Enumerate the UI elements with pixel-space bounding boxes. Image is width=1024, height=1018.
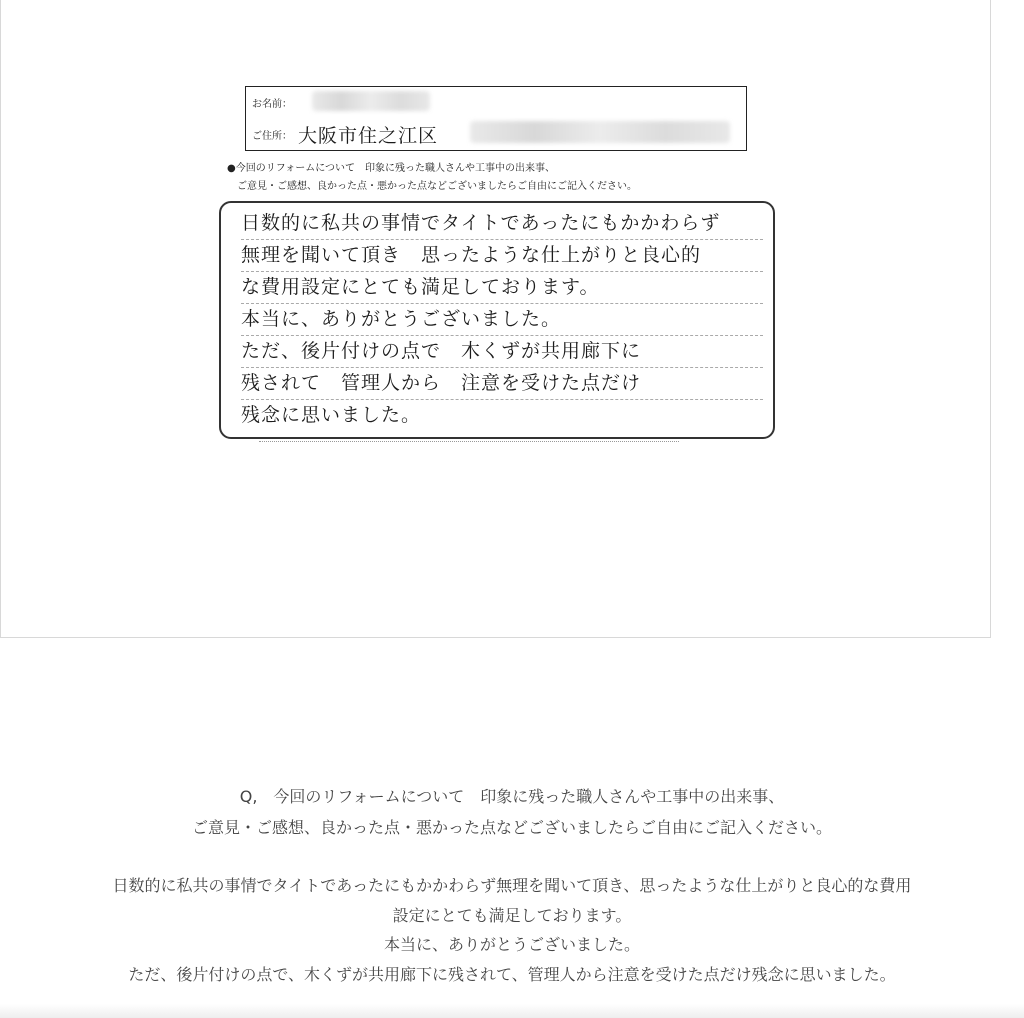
- answer-line-1: 日数的に私共の事情でタイトであったにもかかわらず無理を聞いて頂き、思ったような仕上がりと良心的な費用: [112, 876, 912, 895]
- handwritten-line: 本当に、ありがとうございました。: [241, 303, 763, 336]
- name-field: [245, 86, 747, 116]
- answer-line-3: 本当に、ありがとうございました。: [383, 935, 640, 954]
- handwritten-comment-box: [219, 201, 775, 439]
- address-redaction: [470, 121, 730, 143]
- card-cropped-edge: [259, 441, 679, 448]
- handwritten-line: 残されて 管理人から 注意を受けた点だけ: [241, 367, 763, 400]
- answer-line-4: ただ、後片付けの点で、木くずが共用廊下に残されて、管理人から注意を受けた点だけ残念に思いました。: [128, 965, 896, 984]
- address-field: [245, 115, 747, 151]
- address-handwritten: 大阪市住之江区: [298, 125, 439, 147]
- handwritten-line: な費用設定にとても満足しております。: [241, 271, 763, 304]
- instruction-line-2: ご意見・ご感想、良かった点・悪かった点などございましたらご自由にご記入ください。: [237, 181, 637, 192]
- handwritten-line: 残念に思いました。: [241, 404, 422, 426]
- name-label: お名前：: [252, 99, 292, 110]
- survey-card-scan: [219, 83, 779, 455]
- bottom-edge-shade: [0, 1004, 1024, 1018]
- answer-line-2: 設定にとても満足しております。: [392, 906, 632, 925]
- instruction-line-1: ●今回のリフォームについて 印象に残った職人さんや工事中の出来事、: [227, 163, 556, 174]
- question-line-1: Q, 今回のリフォームについて 印象に残った職人さんや工事中の出来事、: [239, 787, 785, 806]
- handwritten-line: ただ、後片付けの点で 木くずが共用廊下に: [241, 335, 763, 368]
- handwritten-line: 日数的に私共の事情でタイトであったにもかかわらず: [241, 207, 763, 240]
- name-redaction: [312, 91, 430, 111]
- question-line-2: ご意見・ご感想、良かった点・悪かった点などございましたらご自由にご記入ください。: [191, 818, 832, 837]
- handwritten-line: 無理を聞いて頂き 思ったような仕上がりと良心的: [241, 239, 763, 272]
- address-label: ご住所：: [252, 131, 292, 142]
